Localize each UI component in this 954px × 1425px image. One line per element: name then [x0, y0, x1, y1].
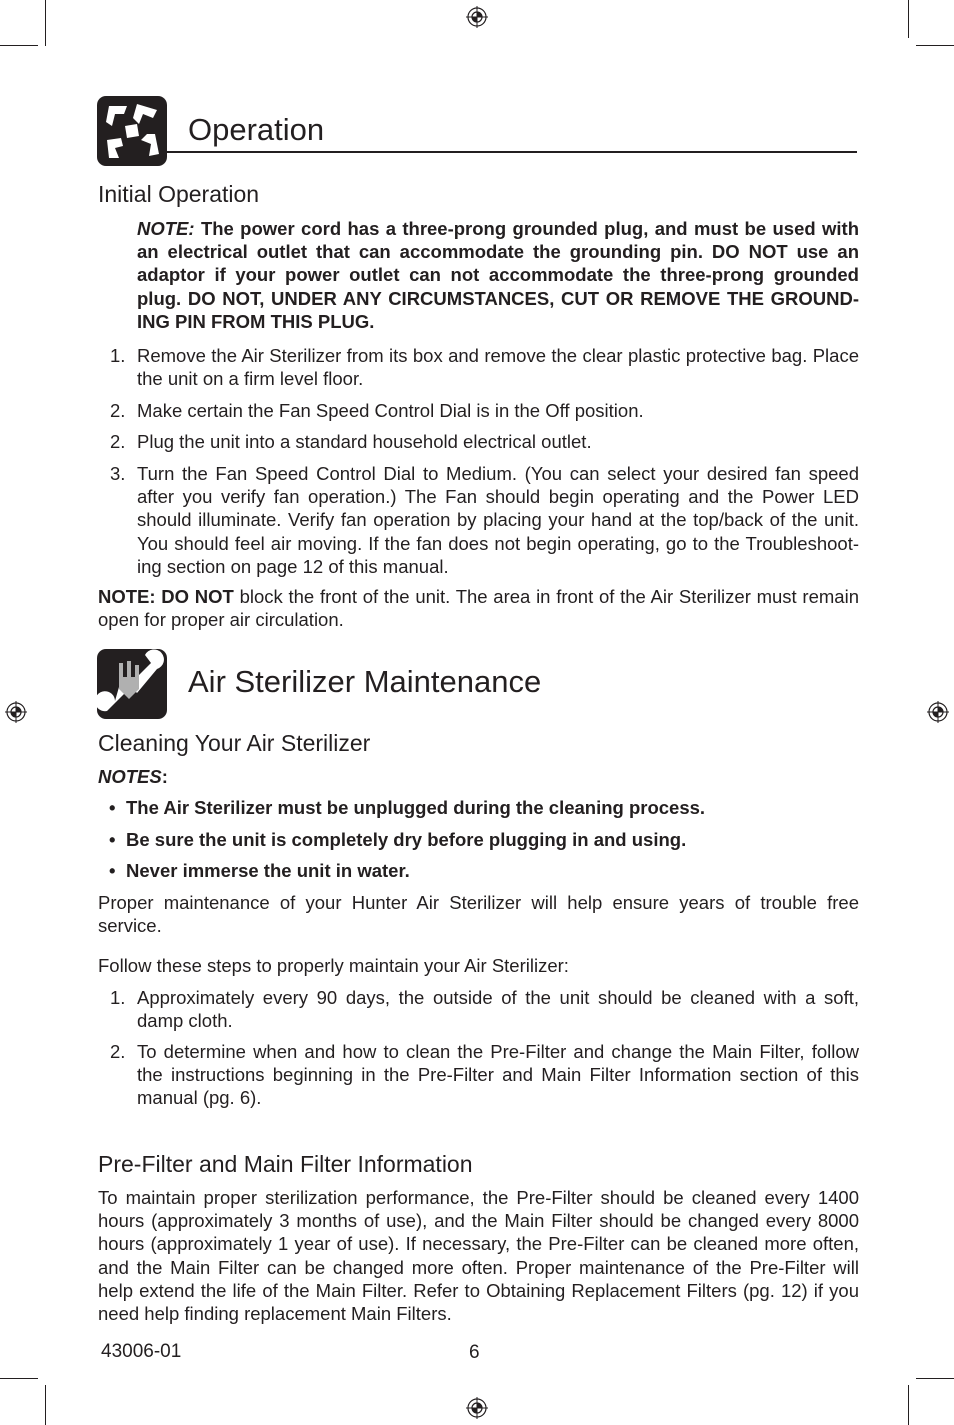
list-item: [98, 462, 859, 578]
page-number: 6: [469, 1342, 480, 1363]
crop-mark: [908, 0, 909, 38]
registration-mark-icon: [466, 1397, 488, 1419]
bullet-item: [109, 859, 410, 882]
crop-mark: [916, 45, 954, 46]
list-text: Remove the Air Sterilizer from its box and remove the clear plastic protective bag. Place the unit on a firm level floor.: [137, 345, 859, 390]
bullet-icon: •: [109, 829, 116, 850]
bullet-item: [109, 796, 705, 819]
crop-mark: [908, 1385, 909, 1425]
note-label: NOTE: DO NOT: [98, 586, 234, 607]
list-text: Turn the Fan Speed Control Dial to Medium. (You can select your desired fan speed after you verify fan operation.) The Fan should begin operating and the Power LED should illuminate. Verify fan operation by placing your hand at the top/back of the unit. You should feel air moving. If the fan does not begin operating, go to the Troubleshoot-ing section on page 12 of this manual.: [137, 463, 859, 577]
list-text: Make certain the Fan Speed Control Dial is in the Off position.: [137, 400, 644, 421]
list-number: 1.: [110, 345, 126, 366]
crop-mark: [0, 1378, 38, 1379]
bullet-text: The Air Sterilizer must be unplugged during the cleaning process.: [126, 797, 706, 818]
registration-mark-icon: [5, 701, 27, 723]
maintenance-intro: Proper maintenance of your Hunter Air Sterilizer will help ensure years of trouble free service.: [98, 892, 859, 937]
list-number: 2.: [110, 400, 126, 421]
list-text: Approximately every 90 days, the outside of the unit should be cleaned with a soft, damp cloth.: [137, 987, 859, 1032]
list-text: Plug the unit into a standard household electrical outlet.: [137, 431, 592, 452]
note-air-circulation: [98, 585, 859, 631]
crop-mark: [45, 0, 46, 46]
list-number: 1.: [110, 987, 126, 1008]
heading-initial-operation: Initial Operation: [98, 181, 260, 207]
bullet-text: Never immerse the unit in water.: [126, 860, 410, 881]
list-number: 2.: [110, 431, 126, 452]
note-label: NOTE:: [137, 218, 195, 239]
list-item: [98, 430, 859, 453]
section-title-operation: Operation: [188, 112, 325, 147]
part-number: 43006-01: [101, 1341, 182, 1362]
notes-colon: :: [161, 766, 168, 787]
bullet-text: Be sure the unit is completely dry before plugging in and using.: [126, 829, 687, 850]
note-text: The power cord has a three-prong grounded plug, and must be used with an electrical outlet that can accommodate the grounding pin. DO NOT use an adaptor if your power outlet can not accommodate the three-prong grounded plug. DO NOT, UNDER ANY CIRCUMSTANCES, CUT OR REMOVE THE GROUND-ING PIN FROM THIS PLUG.: [137, 218, 860, 332]
list-text: To determine when and how to clean the Pre-Filter and change the Main Filter, follow the instructions beginning in the Pre-Filter and Main Filter Information section of this manual (pg. 6).: [137, 1041, 859, 1109]
note-text: block the front of the unit. The area in front of the Air Sterilizer must remain open for proper air circulation.: [98, 586, 859, 631]
list-item: [98, 1040, 859, 1110]
registration-mark-icon: [466, 6, 488, 28]
wrench-hand-icon: [97, 649, 167, 719]
prefilter-text: To maintain proper sterilization performance, the Pre-Filter should be cleaned every 1400 hours (approximately 3 months of use), and the Main Filter should be changed every 8000 hours (approximately 1 year of use). If necessary, the Pre-Filter can be cleaned more often, and the Main Filter can be changed more often. Proper maintenance of the Pre-Filter will help extend the life of the Main Filter. Refer to Obtaining Replacement Filters (pg. 12) if you need help finding replacement Main Filters.: [98, 1187, 859, 1325]
heading-cleaning: Cleaning Your Air Sterilizer: [98, 730, 371, 756]
list-number: 3.: [110, 463, 126, 484]
notes-label: [98, 765, 168, 788]
registration-mark-icon: [927, 701, 949, 723]
bullet-icon: •: [109, 860, 116, 881]
fan-icon: [97, 96, 167, 166]
crop-mark: [0, 45, 38, 46]
list-number: 2.: [110, 1041, 126, 1062]
section-divider: [167, 151, 857, 153]
note-grounded-plug: [137, 217, 859, 333]
bullet-icon: •: [109, 797, 116, 818]
crop-mark: [45, 1385, 46, 1425]
list-item: [98, 986, 859, 1032]
section-title-maintenance: Air Sterilizer Maintenance: [188, 664, 542, 699]
bullet-item: [109, 828, 686, 851]
list-item: [98, 399, 859, 422]
notes-label-text: NOTES: [98, 766, 162, 787]
heading-prefilter: Pre-Filter and Main Filter Information: [98, 1151, 473, 1177]
maintenance-follow: Follow these steps to properly maintain your Air Sterilizer:: [98, 955, 569, 976]
crop-mark: [916, 1378, 954, 1379]
list-item: [98, 344, 859, 390]
